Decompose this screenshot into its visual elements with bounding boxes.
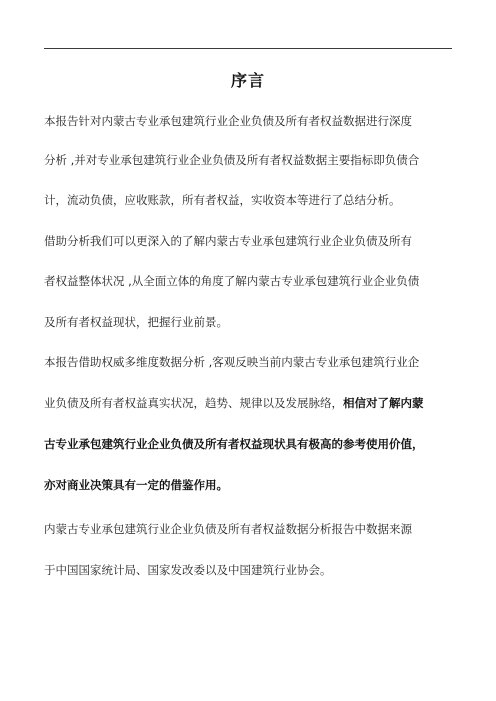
paragraph-4-line-2: 于中国国家统计局、国家发改委以及中国建筑行业协会。 — [44, 563, 332, 577]
paragraph-2-line-2: 者权益整体状况 ,从全面立体的角度了解内蒙古专业承包建筑行业企业负债 — [44, 274, 420, 288]
paragraph-2-line-3: 及所有者权益现状，把握行业前景。 — [44, 315, 228, 329]
paragraph-3-line-1: 本报告借助权威多维度数据分析 ,客观反映当前内蒙古专业承包建筑行业企 — [44, 355, 420, 369]
paragraph-3-line-3: 古专业承包建筑行业企业负债及所有者权益现状具有极高的参考使用价值， — [44, 437, 424, 451]
paragraph-3-bold-text: 相信对了解内蒙 — [343, 396, 424, 410]
paragraph-2-line-1: 借助分析我们可以更深入的了解内蒙古专业承包建筑行业企业负债及所有 — [44, 234, 412, 248]
paragraph-4-line-1: 内蒙古专业承包建筑行业企业负债及所有者权益数据分析报告中数据来源 — [44, 522, 412, 536]
page-title: 序言 — [230, 71, 265, 90]
paragraph-3-regular-text: 业负债及所有者权益真实状况，趋势、规律以及发展脉络， — [44, 396, 343, 410]
top-rule — [44, 48, 452, 49]
paragraph-3-line-2 — [44, 395, 464, 411]
paragraph-1-line-1: 本报告针对内蒙古专业承包建筑行业企业负债及所有者权益数据进行深度 — [44, 114, 412, 128]
paragraph-1-line-3: 计，流动负债，应收账款，所有者权益，实收资本等进行了总结分析。 — [44, 193, 401, 207]
paragraph-1-line-2: 分析 ,并对专业承包建筑行业企业负债及所有者权益数据主要指标即负债合 — [44, 153, 420, 167]
paragraph-3-line-4: 亦对商业决策具有一定的借鉴作用。 — [44, 478, 228, 492]
